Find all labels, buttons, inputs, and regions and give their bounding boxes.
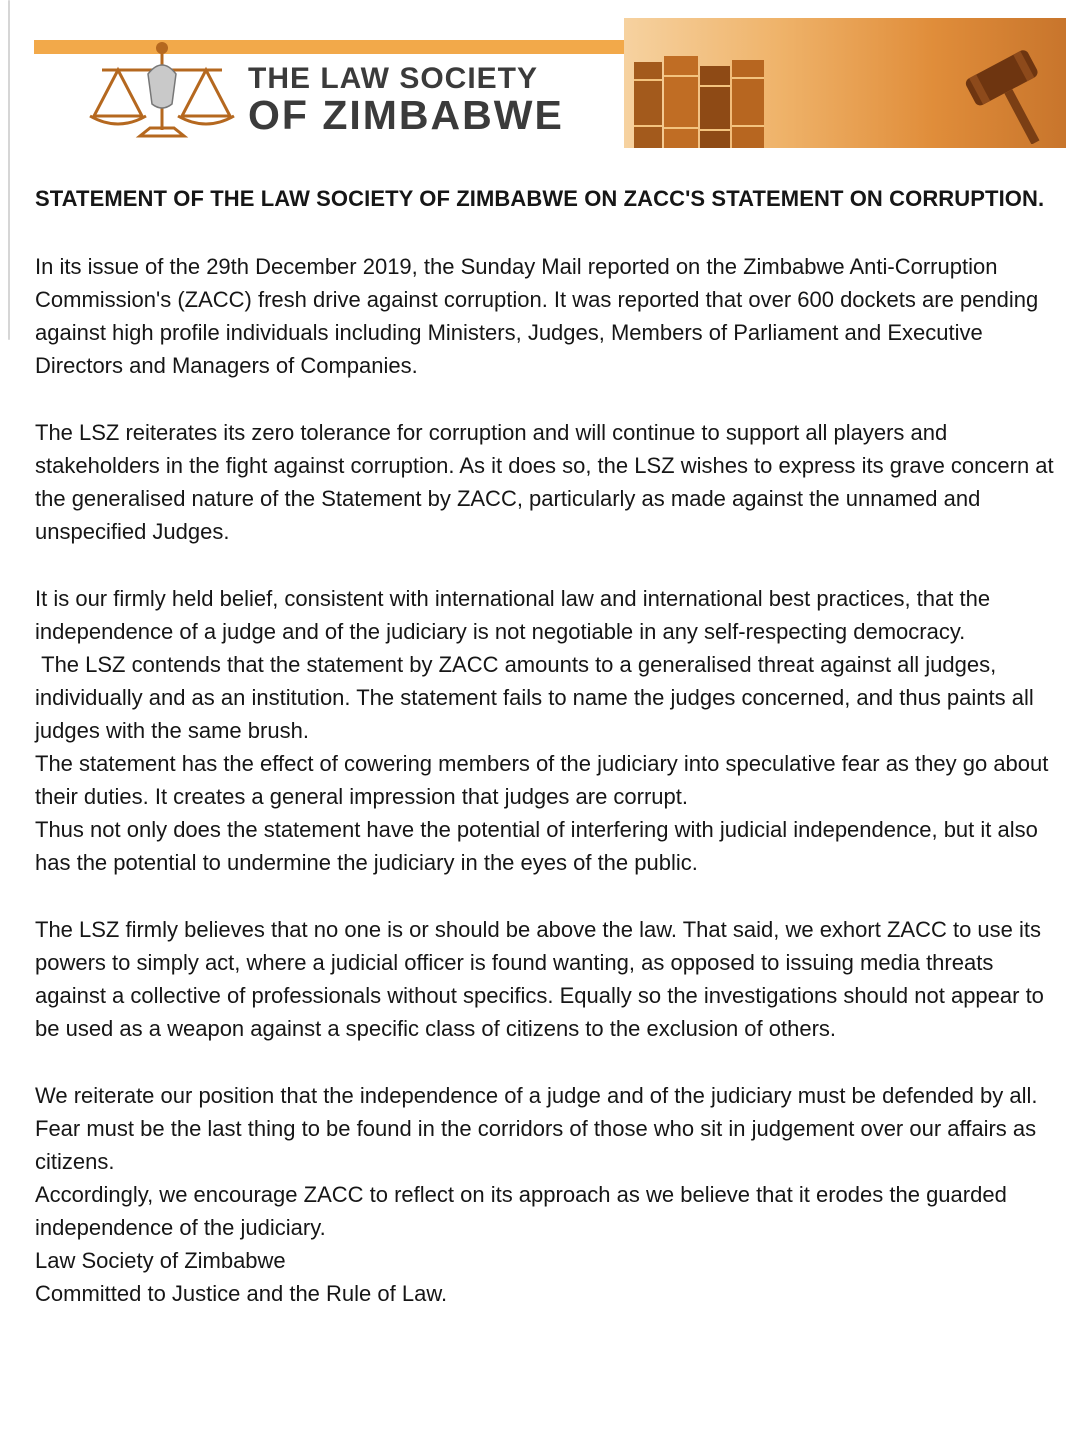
paragraph-cowering-effect: The statement has the effect of cowering members of the judiciary into speculative fear as they go about their duties. It creates a general impression that judges are corrupt. (35, 751, 1049, 809)
paragraph-encourage-reflection: Accordingly, we encourage ZACC to reflect on its approach as we believe that it erodes the guarded independence of the judiciary. (35, 1182, 1007, 1240)
letterhead-title-line1: THE LAW SOCIETY (248, 62, 539, 95)
scales-of-justice-icon (82, 32, 242, 144)
letterhead-title-line2: OF ZIMBABWE (248, 92, 564, 138)
statement-heading: STATEMENT OF THE LAW SOCIETY OF ZIMBABWE ON ZACC'S STATEMENT ON CORRUPTION. (35, 186, 1045, 211)
paragraph-zero-tolerance: The LSZ reiterates its zero tolerance for corruption and will continue to support all players and stakeholders in the fight against corruption. As it does so, the LSZ wishes to express its grave concern at the generalised nature of the Statement by ZACC, particularly as made against the unnamed and unspecified Judges. (35, 420, 1054, 544)
page-edge-divider (8, 0, 10, 340)
paragraph-judicial-independence-belief: It is our firmly held belief, consistent with international law and international best practices, that the independence of a judge and of the judiciary is not negotiable in any self-respecting democracy. (35, 586, 991, 644)
signature-organisation: Law Society of Zimbabwe (35, 1248, 286, 1273)
paragraph-no-one-above-law: The LSZ firmly believes that no one is or should be above the law. That said, we exhort ZACC to use its powers to simply act, where a judicial officer is found wanting, as opposed to issuing media threats against a collective of professionals without specifics. Equally so the investigations should not appear to be used as a weapon against a specific class of citizens to the exclusion of others. (35, 917, 1044, 1041)
paragraph-reiterate-position: We reiterate our position that the independence of a judge and of the judiciary must be defended by all. Fear must be the last thing to be found in the corridors of those who sit in judgement over our affairs as citizens. (35, 1083, 1050, 1174)
law-books-icon (634, 56, 764, 148)
paragraph-undermine-judiciary: Thus not only does the statement have the potential of interfering with judicial independence, but it also has the potential to undermine the judiciary in the eyes of the public. (35, 817, 1038, 875)
gavel-icon (934, 40, 1064, 144)
statement-document (35, 182, 1067, 1310)
signature-motto: Committed to Justice and the Rule of Law. (35, 1281, 448, 1306)
paragraph-generalised-threat: The LSZ contends that the statement by ZACC amounts to a generalised threat against all judges, individually and as an institution. The statement fails to name the judges concerned, and thus paints all judges with the same brush. (35, 652, 1040, 743)
letterhead-banner (34, 18, 1066, 148)
paragraph-sunday-mail-report: In its issue of the 29th December 2019, the Sunday Mail reported on the Zimbabwe Anti-Corruption Commission's (ZACC) fresh drive against corruption. It was reported that over 600 dockets are pending against high profile individuals including Ministers, Judges, Members of Parliament and Executive Directors and Managers of Companies. (35, 254, 1039, 378)
